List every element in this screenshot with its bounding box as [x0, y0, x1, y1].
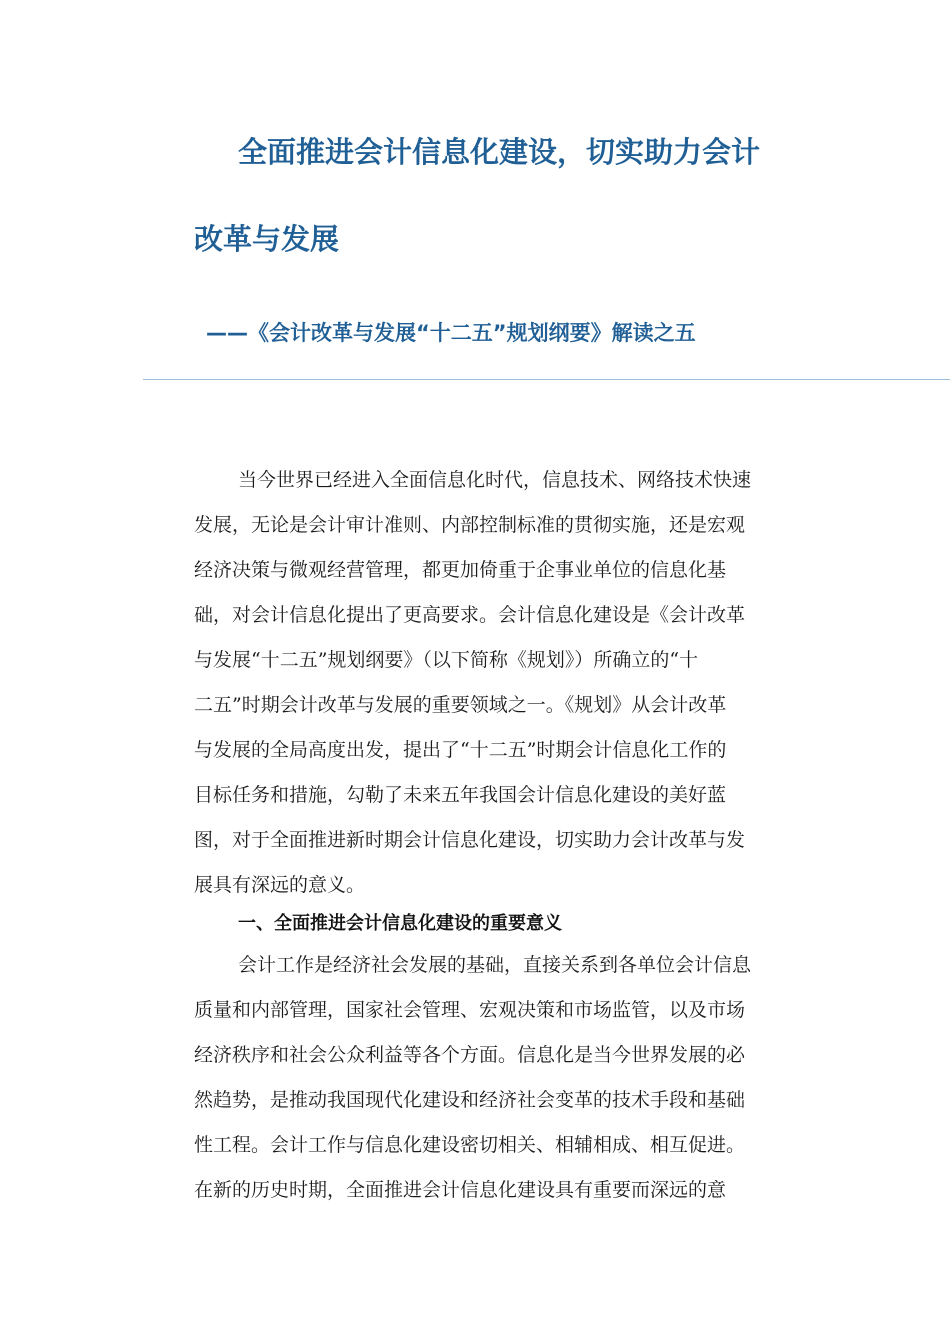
paragraph-1-line: 发展，无论是会计审计准则、内部控制标准的贯彻实施，还是宏观 [194, 514, 746, 536]
title-divider [143, 379, 950, 380]
document-title-line-2: 改革与发展 [194, 222, 340, 256]
paragraph-1-line: 与发展“十二五”规划纲要》（以下简称《规划》）所确立的“十 [194, 649, 699, 671]
paragraph-2-line: 性工程。会计工作与信息化建设密切相关、相辅相成、相互促进。 [194, 1134, 746, 1156]
paragraph-1-line: 与发展的全局高度出发，提出了“十二五”时期会计信息化工作的 [194, 739, 727, 761]
paragraph-2-line: 在新的历史时期，全面推进会计信息化建设具有重要而深远的意 [194, 1179, 727, 1201]
paragraph-1-line: 二五”时期会计改革与发展的重要领域之一。《规划》从会计改革 [194, 694, 727, 716]
paragraph-1-line: 经济决策与微观经营管理，都更加倚重于企事业单位的信息化基 [194, 559, 727, 581]
paragraph-1-line: 础，对会计信息化提出了更高要求。会计信息化建设是《会计改革 [194, 604, 746, 626]
paragraph-1-line: 展具有深远的意义。 [194, 874, 366, 896]
paragraph-2-line: 经济秩序和社会公众利益等各个方面。信息化是当今世界发展的必 [194, 1044, 746, 1066]
document-title-line-1: 全面推进会计信息化建设，切实助力会计 [238, 135, 761, 169]
paragraph-2-line: 会计工作是经济社会发展的基础，直接关系到各单位会计信息 [238, 954, 752, 976]
document-subtitle: ——《会计改革与发展“十二五”规划纲要》解读之五 [206, 321, 696, 345]
paragraph-2-line: 然趋势，是推动我国现代化建设和经济社会变革的技术手段和基础 [194, 1089, 746, 1111]
paragraph-1-line: 图，对于全面推进新时期会计信息化建设，切实助力会计改革与发 [194, 829, 746, 851]
paragraph-1-line: 当今世界已经进入全面信息化时代，信息技术、网络技术快速 [238, 469, 752, 491]
paragraph-1-line: 目标任务和措施，勾勒了未来五年我国会计信息化建设的美好蓝 [194, 784, 727, 806]
paragraph-2-line: 质量和内部管理，国家社会管理、宏观决策和市场监管，以及市场 [194, 999, 746, 1021]
section-heading: 一、全面推进会计信息化建设的重要意义 [238, 913, 562, 934]
